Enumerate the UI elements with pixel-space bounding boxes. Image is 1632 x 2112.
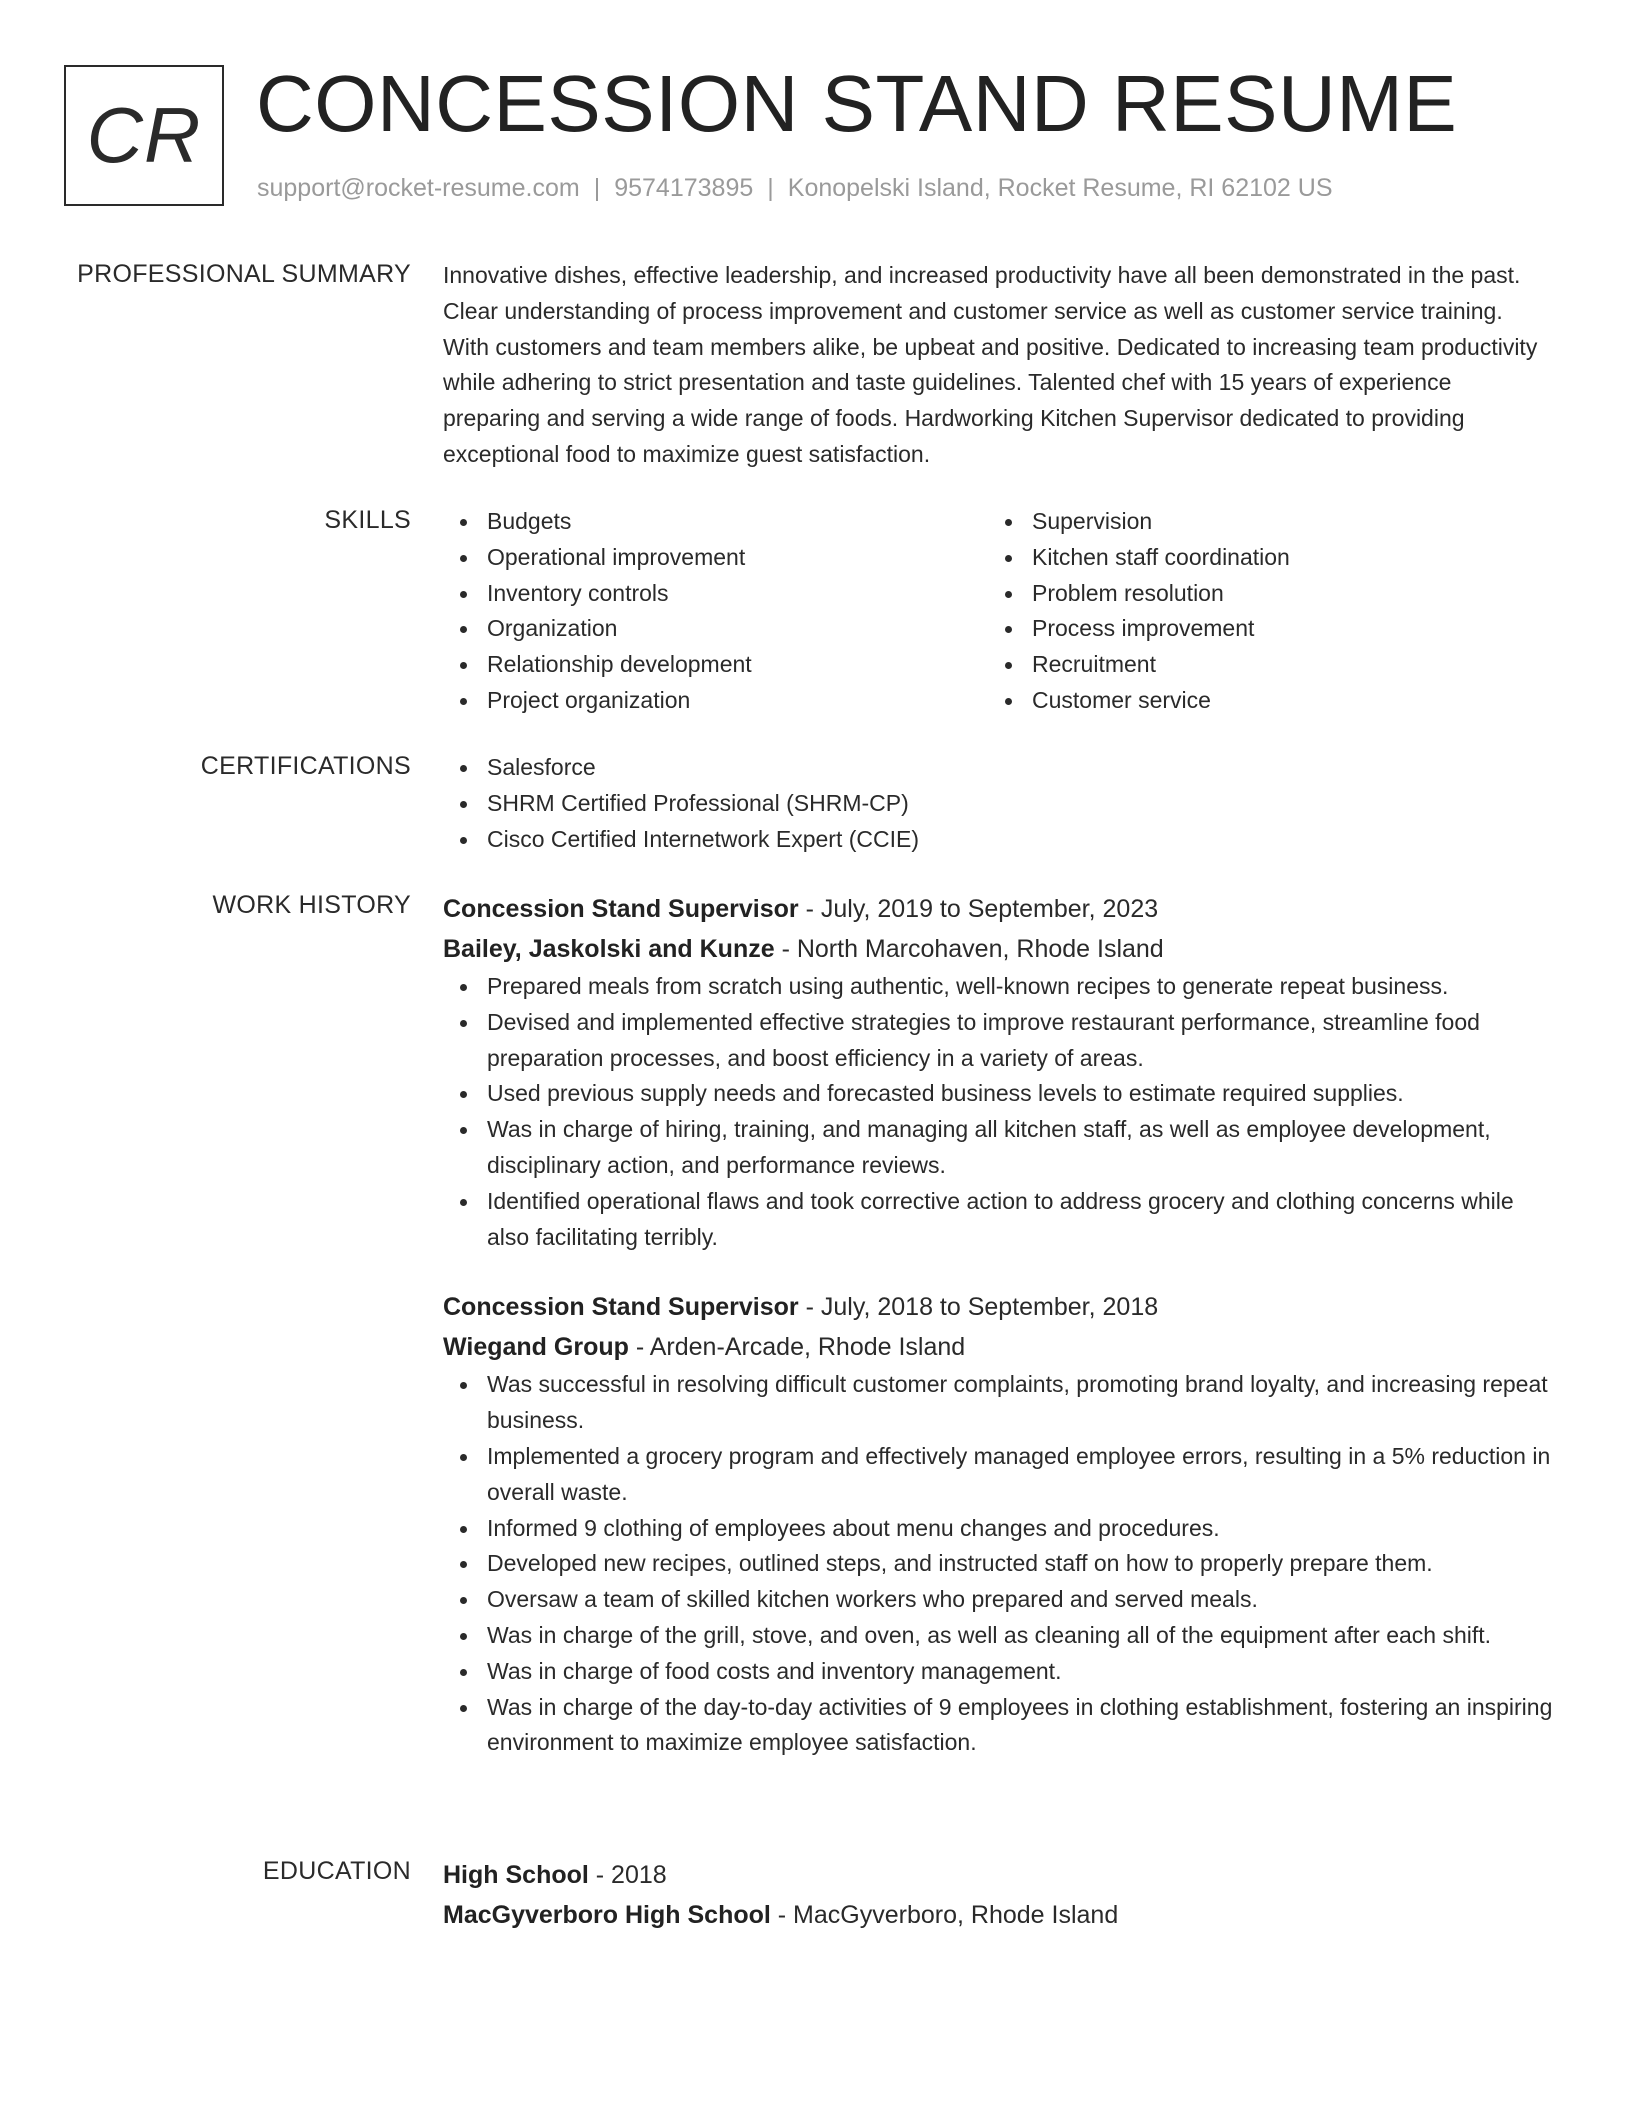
education-body — [443, 1855, 1553, 1935]
bullet-dot-icon — [460, 1091, 467, 1098]
bullet-dot-icon — [460, 1199, 467, 1206]
bullet-dot-icon — [460, 1454, 467, 1461]
contact-line — [257, 172, 1333, 204]
skill-item-text: Problem resolution — [1032, 579, 1224, 606]
certification-item-text: Cisco Certified Internetwork Expert (CCIE) — [487, 825, 920, 852]
job-bullet-text: Used previous supply needs and forecasted business levels to estimate required supplies. — [487, 1080, 1404, 1107]
bullet-dot-icon — [460, 662, 467, 669]
skill-item-text: Organization — [487, 615, 618, 642]
bullet-dot-icon — [460, 1705, 467, 1712]
company-name: Wiegand Group — [443, 1333, 629, 1362]
skill-item-text: Kitchen staff coordination — [1032, 543, 1290, 570]
skills-body — [443, 504, 1553, 719]
job-bullet — [443, 1618, 1553, 1654]
work-history-heading: WORK HISTORY — [212, 891, 411, 919]
bullet-dot-icon — [1005, 591, 1012, 598]
work-history-body — [443, 889, 1553, 1761]
contact-separator: | — [593, 174, 601, 202]
job-entry — [443, 1287, 1553, 1761]
job-bullet-text: Prepared meals from scratch using authentic, well-known recipes to generate repeat business. — [487, 973, 1449, 999]
skill-item — [443, 576, 988, 612]
education-school: MacGyverboro High School — [443, 1901, 771, 1929]
bullet-dot-icon — [460, 984, 467, 991]
skills-list-right — [988, 504, 1533, 719]
contact-email[interactable]: support@rocket-resume.com — [257, 174, 580, 202]
bullet-dot-icon — [460, 1382, 467, 1389]
job-bullets — [443, 969, 1553, 1255]
skill-item-text: Inventory controls — [487, 579, 669, 606]
company-name: Bailey, Jaskolski and Kunze — [443, 935, 775, 963]
bullet-dot-icon — [460, 591, 467, 598]
company-line — [443, 929, 1553, 969]
skill-item-text: Relationship development — [487, 651, 752, 678]
job-bullet-text: Was in charge of the grill, stove, and oven, as well as cleaning all of the equipment after each shift. — [487, 1621, 1492, 1648]
bullet-dot-icon — [460, 801, 467, 808]
job-bullet-text: Informed 9 clothing of employees about menu changes and procedures. — [487, 1514, 1220, 1541]
skill-item — [988, 540, 1533, 576]
job-bullet-text: Identified operational flaws and took corrective action to address grocery and clothing concerns while also facilitating terribly. — [487, 1187, 1514, 1250]
job-dates: - July, 2018 to September, 2018 — [798, 1293, 1159, 1322]
monogram-text: CR — [86, 91, 202, 179]
bullet-dot-icon — [460, 1561, 467, 1568]
certification-item-text: SHRM Certified Professional (SHRM-CP) — [487, 789, 909, 816]
skill-item — [443, 504, 988, 540]
education-school-line — [443, 1895, 1553, 1935]
summary-text: Innovative dishes, effective leadership, and increased productivity have all been demonstrated in the past. Clear understanding of process improvement and customer service as well as customer service training. With customers and team members alike, be upbeat and positive. Dedicated to increasing team productivity while adhering to strict presentation and taste guidelines. Talented chef with 15 years of experience preparing and serving a wide range of foods. Hardworking Kitchen Supervisor dedicated to providing exceptional food to maximize guest satisfaction. — [443, 262, 1538, 467]
skill-item-text: Customer service — [1032, 686, 1211, 713]
job-bullet — [443, 1112, 1553, 1184]
job-bullet-text: Was in charge of the day-to-day activities of 9 employees in clothing establishment, fostering an inspiring environment to maximize employee satisfaction. — [487, 1693, 1553, 1756]
bullet-dot-icon — [460, 1526, 467, 1533]
skill-item-text: Supervision — [1032, 508, 1153, 534]
job-bullet — [443, 1367, 1553, 1439]
certifications-heading: CERTIFICATIONS — [200, 752, 411, 780]
job-title: Concession Stand Supervisor — [443, 895, 799, 923]
contact-address: Konopelski Island, Rocket Resume, RI 62102 US — [787, 174, 1333, 202]
bullet-dot-icon — [460, 1127, 467, 1134]
job-bullet — [443, 1184, 1553, 1256]
job-bullet — [443, 1582, 1553, 1618]
education-degree-line — [443, 1855, 1553, 1895]
job-bullet — [443, 1076, 1553, 1112]
bullet-dot-icon — [1005, 698, 1012, 705]
bullet-dot-icon — [460, 626, 467, 633]
job-entry — [443, 889, 1553, 1255]
job-bullet-text: Devised and implemented effective strategies to improve restaurant performance, streamline food preparation processes, and boost efficiency in a variety of areas. — [487, 1008, 1480, 1071]
skills-heading: SKILLS — [324, 506, 411, 534]
job-bullet-text: Was in charge of food costs and inventory management. — [487, 1657, 1062, 1684]
job-bullet-text: Was successful in resolving difficult customer complaints, promoting brand loyalty, and increasing repeat business. — [487, 1371, 1548, 1434]
skill-item-text: Project organization — [487, 686, 691, 713]
job-title-line — [443, 1287, 1553, 1327]
contact-separator: | — [767, 174, 774, 202]
bullet-dot-icon — [460, 698, 467, 705]
bullet-dot-icon — [460, 765, 467, 772]
skill-item — [443, 540, 988, 576]
bullet-dot-icon — [1005, 519, 1012, 526]
bullet-dot-icon — [460, 1020, 467, 1027]
company-location: - North Marcohaven, Rhode Island — [774, 935, 1164, 963]
certifications-body — [443, 750, 1553, 857]
job-title: Concession Stand Supervisor — [443, 1293, 799, 1322]
bullet-dot-icon — [1005, 662, 1012, 669]
bullet-dot-icon — [460, 555, 467, 562]
bullet-dot-icon — [460, 519, 467, 526]
bullet-dot-icon — [460, 1669, 467, 1676]
company-line — [443, 1327, 1553, 1367]
skill-item — [443, 647, 988, 683]
job-bullet — [443, 1690, 1553, 1762]
job-title-line — [443, 889, 1553, 929]
skill-item — [988, 611, 1533, 647]
job-bullet — [443, 969, 1553, 1005]
education-heading: EDUCATION — [262, 1857, 411, 1885]
job-bullet-text: Was in charge of hiring, training, and managing all kitchen staff, as well as employee development, disciplinary action, and performance reviews. — [487, 1116, 1491, 1178]
bullet-dot-icon — [460, 1597, 467, 1604]
certification-item — [443, 822, 1553, 858]
summary-body — [443, 258, 1553, 473]
certification-item — [443, 786, 1553, 822]
job-dates: - July, 2019 to September, 2023 — [798, 895, 1159, 923]
skill-item — [988, 576, 1533, 612]
job-bullet-text: Developed new recipes, outlined steps, and instructed staff on how to properly prepare them. — [487, 1550, 1433, 1577]
summary-heading: PROFESSIONAL SUMMARY — [77, 260, 411, 288]
company-location: - Arden-Arcade, Rhode Island — [628, 1333, 966, 1362]
skill-item-text: Recruitment — [1032, 651, 1156, 678]
skills-columns — [443, 504, 1553, 719]
job-bullet-text: Oversaw a team of skilled kitchen workers who prepared and served meals. — [487, 1586, 1258, 1613]
skills-list-left — [443, 504, 988, 719]
resume-title: CONCESSION STAND RESUME — [256, 59, 1458, 148]
bullet-dot-icon — [460, 1633, 467, 1640]
job-bullet — [443, 1439, 1553, 1511]
certification-item — [443, 750, 1553, 786]
skill-item-text: Operational improvement — [487, 543, 746, 570]
education-location: - MacGyverboro, Rhode Island — [770, 1901, 1119, 1929]
skill-item — [443, 611, 988, 647]
skill-item-text: Process improvement — [1032, 615, 1255, 642]
skill-item — [443, 683, 988, 719]
skill-item-text: Budgets — [487, 508, 572, 534]
job-bullet — [443, 1005, 1553, 1077]
skill-item — [988, 683, 1533, 719]
education-year: - 2018 — [588, 1861, 667, 1889]
job-bullet — [443, 1546, 1553, 1582]
job-bullets — [443, 1367, 1553, 1761]
contact-phone[interactable]: 9574173895 — [614, 174, 754, 202]
monogram-logo — [64, 65, 224, 206]
job-bullet — [443, 1654, 1553, 1690]
bullet-dot-icon — [460, 837, 467, 844]
bullet-dot-icon — [1005, 555, 1012, 562]
job-bullet-text: Implemented a grocery program and effectively managed employee errors, resulting in a 5% reduction in overall waste. — [487, 1442, 1551, 1505]
skill-item — [988, 647, 1533, 683]
certification-item-text: Salesforce — [487, 754, 596, 780]
bullet-dot-icon — [1005, 626, 1012, 633]
skill-item — [988, 504, 1533, 540]
certifications-list — [443, 750, 1553, 857]
job-bullet — [443, 1511, 1553, 1547]
education-degree: High School — [443, 1861, 589, 1889]
